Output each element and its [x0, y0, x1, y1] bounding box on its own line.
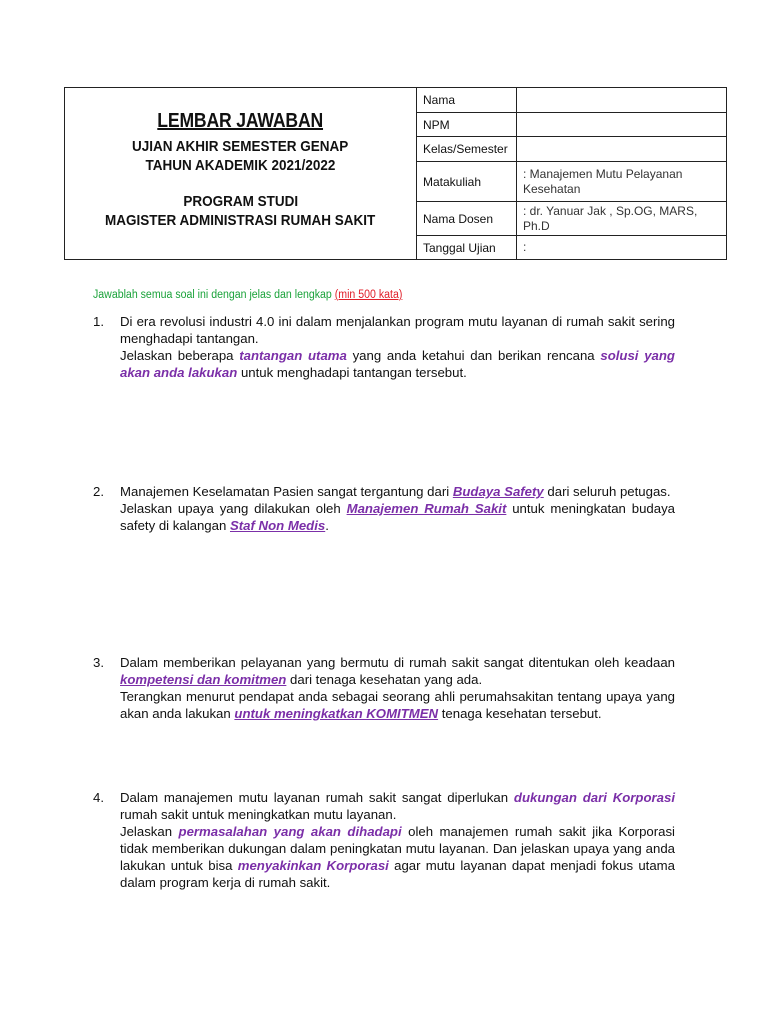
- question-instruction: Jelaskan beberapa tantangan utama yang anda ketahui dan berikan rencana solusi yang akan anda lakukan untuk menghadapi tantangan tersebut.: [120, 348, 675, 380]
- emphasis-text: Budaya Safety: [452, 484, 544, 499]
- info-label: Nama Dosen: [417, 202, 517, 235]
- question-text: Dalam manajemen mutu layanan rumah sakit sangat diperlukan dukungan dari Korporasi rumah sakit untuk meningkatkan mutu layanan.: [120, 790, 675, 822]
- question-instruction: Jelaskan upaya yang dilakukan oleh Manajemen Rumah Sakit untuk meningkatan budaya safety di kalangan Staf Non Medis.: [120, 501, 676, 533]
- question-2: [93, 483, 675, 534]
- exam-title-block: [65, 88, 417, 259]
- question-4: [93, 789, 675, 891]
- info-value-npm[interactable]: [517, 113, 726, 136]
- word-requirement: (min 500 kata): [334, 289, 403, 301]
- emphasis-text: menyakinkan Korporasi: [237, 858, 389, 873]
- question-number: 4.: [93, 790, 104, 805]
- instruction-main: Jawablah semua soal ini dengan jelas dan lengkap: [93, 289, 335, 301]
- instruction-text: [93, 289, 402, 301]
- info-row-matakuliah: [417, 162, 726, 202]
- program-label: PROGRAM STUDI: [183, 193, 298, 210]
- question-1: [93, 313, 675, 381]
- info-label: Matakuliah: [417, 162, 517, 201]
- header-table: [64, 87, 727, 260]
- question-instruction: Jelaskan permasalahan yang akan dihadapi oleh manajemen rumah sakit jika Korporasi tidak memberikan dukungan dalam peningkatan mutu layanan. Dan jelaskan upaya yang anda lakukan untuk bisa menyakinkan Korporasi agar mutu layanan dapat menjadi fokus utama dalam program kerja di rumah sakit.: [120, 824, 675, 890]
- info-value-dosen: : dr. Yanuar Jak , Sp.OG, MARS, Ph.D: [523, 203, 698, 233]
- info-value-nama[interactable]: [517, 88, 726, 112]
- question-text: Dalam memberikan pelayanan yang bermutu di rumah sakit sangat ditentukan oleh keadaan kompetensi dan komitmen dari tenaga kesehatan yang ada.: [120, 655, 675, 687]
- emphasis-text: permasalahan yang akan dihadapi: [178, 824, 402, 839]
- emphasis-text: Staf Non Medis: [229, 518, 326, 533]
- info-row-tanggal: [417, 236, 726, 259]
- question-text: Di era revolusi industri 4.0 ini dalam menjalankan program mutu layanan di rumah sakit sering menghadapi tantangan.: [120, 314, 675, 346]
- question-number: 3.: [93, 655, 104, 670]
- question-number: 2.: [93, 484, 104, 499]
- question-number: 1.: [93, 314, 104, 329]
- info-row-npm: [417, 113, 726, 137]
- exam-subtitle: UJIAN AKHIR SEMESTER GENAP: [132, 138, 349, 155]
- info-label: Nama: [417, 88, 517, 112]
- emphasis-text: dukungan dari Korporasi: [513, 790, 675, 805]
- question-instruction: Terangkan menurut pendapat anda sebagai seorang ahli perumahsakitan tentang upaya yang akan anda lakukan untuk meningkatkan KOMITMEN tenaga kesehatan tersebut.: [120, 689, 675, 721]
- emphasis-text: untuk meningkatkan KOMITMEN: [234, 706, 439, 721]
- info-value-tanggal[interactable]: :: [523, 240, 527, 254]
- info-value-matakuliah: : Manajemen Mutu Pelayanan Kesehatan: [523, 166, 683, 196]
- info-row-dosen: [417, 202, 726, 236]
- info-value-kelas[interactable]: [517, 137, 726, 161]
- info-label: NPM: [417, 113, 517, 136]
- emphasis-text: tantangan utama: [239, 348, 347, 363]
- document-title: LEMBAR JAWABAN: [157, 110, 324, 132]
- question-3: [93, 654, 675, 722]
- info-row-nama: [417, 88, 726, 113]
- info-label: Tanggal Ujian: [417, 236, 517, 259]
- emphasis-text: Manajemen Rumah Sakit: [346, 501, 507, 516]
- info-label: Kelas/Semester: [417, 137, 517, 161]
- emphasis-text: solusi yang akan anda lakukan: [120, 348, 675, 380]
- info-row-kelas: [417, 137, 726, 162]
- question-text: Manajemen Keselamatan Pasien sangat tergantung dari Budaya Safety dari seluruh petugas.: [120, 484, 671, 499]
- emphasis-text: kompetensi dan komitmen: [120, 672, 287, 687]
- academic-year: TAHUN AKADEMIK 2021/2022: [145, 157, 336, 174]
- program-name: MAGISTER ADMINISTRASI RUMAH SAKIT: [105, 212, 376, 229]
- student-info-table: [417, 88, 726, 259]
